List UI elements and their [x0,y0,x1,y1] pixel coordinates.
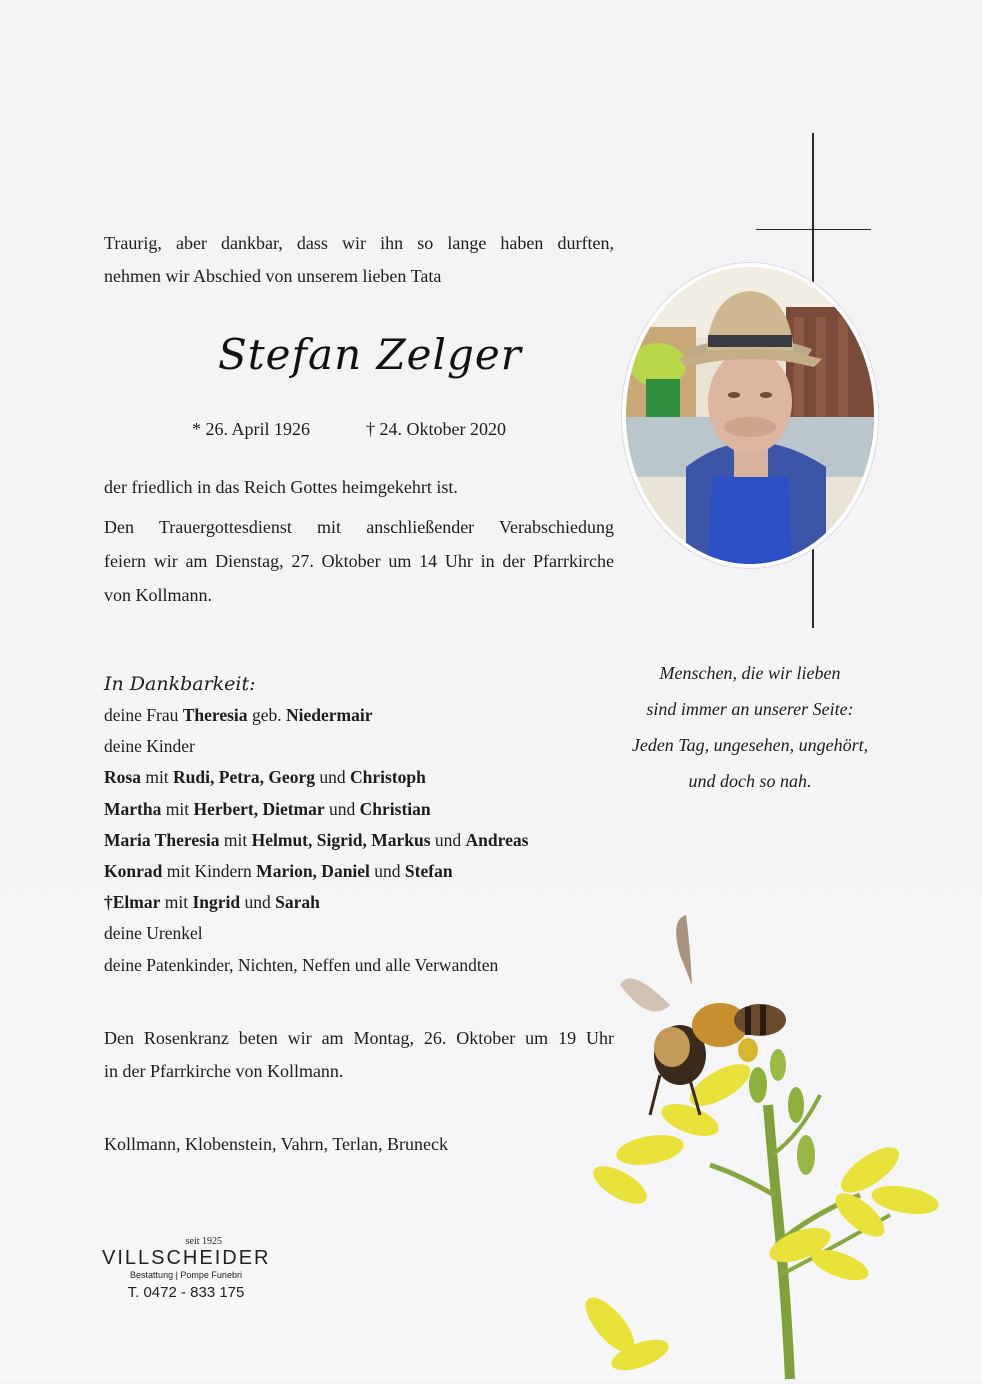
death-date: † 24. Oktober 2020 [366,419,506,439]
thanks-heading: In Dankbarkeit: [104,673,256,695]
thanks-name: Marion, Daniel [256,861,370,882]
thanks-name: Konrad [104,861,163,882]
intro-line-1: Traurig, aber dankbar, dass wir ihn so lange haben durften, [104,233,614,253]
thanks-text: und [369,861,405,882]
birth-date: * 26. April 1926 [192,419,311,439]
quote-line-2: sind immer an unserer Seite: [646,699,854,719]
thanks-name: †Elmar [104,892,161,913]
rosary-line-1: Den Rosenkranz beten wir am Montag, 26. Oktober um 19 Uhr [104,1028,614,1048]
thanks-wife [104,700,528,731]
intro-line-2: nehmen wir Abschied von unserem lieben Tata [104,266,442,286]
thanks-family-maria-theresia [104,825,528,856]
thanks-family-martha [104,794,528,825]
thanks-text: deine Frau [104,705,183,725]
thanks-relatives: deine Patenkinder, Nichten, Neffen und alle Verwandten [104,954,499,975]
thanks-children-label: deine Kinder [104,736,195,757]
thanks-text: mit [219,829,252,850]
thanks-text: mit [140,767,174,788]
passing-text: der friedlich in das Reich Gottes heimgekehrt ist. [104,477,458,497]
thanks-text: mit [161,798,194,819]
thanks-name: Rudi, Petra, Georg [173,767,315,788]
deceased-name: Stefan Zelger [218,330,522,379]
quote-line-1: Menschen, die wir lieben [659,663,841,683]
quote-line-4: und doch so nah. [688,771,812,791]
cross-horizontal-line [756,229,871,230]
thanks-name: Maria Theresia [104,829,220,850]
logo-subtitle: Bestattung | Pompe Funebri [130,1270,242,1280]
portrait-photo [626,267,874,564]
logo-since: seit 1925 [185,1236,222,1247]
thanks-name: Theresia [182,705,248,725]
thanks-name: Christian [359,798,431,819]
places-text: Kollmann, Klobenstein, Vahrn, Terlan, Bruneck [104,1134,449,1154]
thanks-text: und [430,829,466,850]
quote-block [614,655,886,799]
service-line-3: von Kollmann. [104,585,212,605]
thanks-family-konrad [104,856,528,887]
thanks-name: Niedermair [285,705,373,725]
thanks-family-rosa [104,762,528,793]
logo-brand: VILLSCHEIDER [102,1247,271,1269]
logo-phone: T. 0472 - 833 175 [127,1284,245,1301]
thanks-name: Martha [104,798,162,819]
thanks-name: Christoph [349,767,426,788]
thanks-text: und [240,892,276,913]
bee-flower-illustration [560,915,980,1379]
funeral-home-logo [102,1236,270,1301]
thanks-name: Herbert, Dietmar [193,798,325,819]
quote-line-3: Jeden Tag, ungesehen, ungehört, [631,735,869,755]
thanks-text: mit Kindern [162,861,257,882]
rosary-line-2: in der Pfarrkirche von Kollmann. [104,1061,344,1081]
thanks-name: Rosa [104,767,141,788]
thanks-list [104,700,528,981]
thanks-name: Ingrid [192,892,241,913]
thanks-name: Sarah [275,892,320,913]
thanks-text: und [324,798,360,819]
service-line-2: feiern wir am Dienstag, 27. Oktober um 14 Uhr in der Pfarrkirche [104,551,614,571]
thanks-text: mit [160,892,193,913]
service-line-1: Den Trauergottesdienst mit anschließender Verabschiedung [104,517,614,537]
thanks-name: Stefan [404,861,453,882]
thanks-great-grandchildren: deine Urenkel [104,923,203,944]
thanks-text: geb. [247,705,286,725]
thanks-name: Helmut, Sigrid, Markus [251,829,431,850]
thanks-family-elmar [104,887,528,918]
thanks-text: und [314,767,350,788]
thanks-name: Andreas [465,829,529,850]
